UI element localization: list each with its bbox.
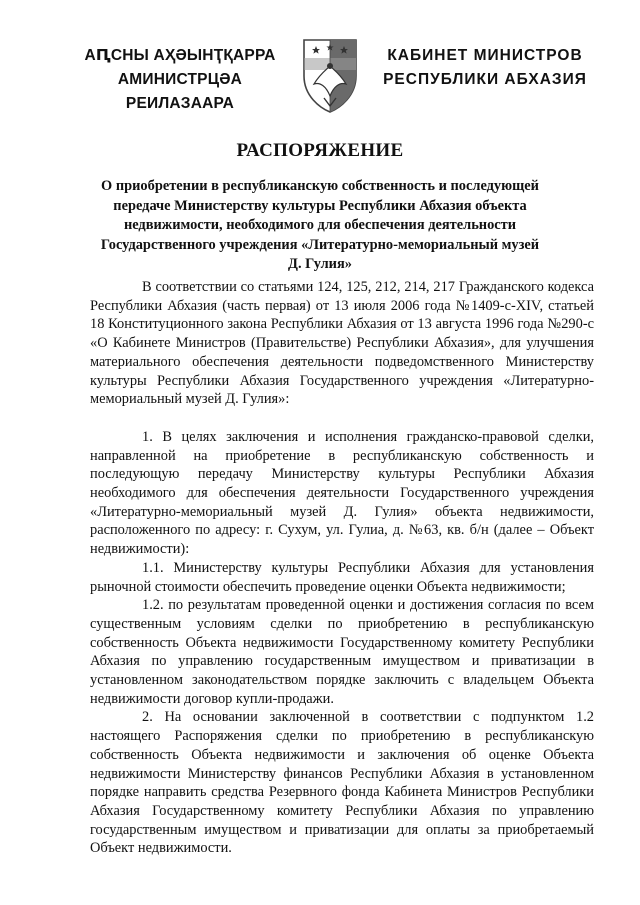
coat-of-arms-icon	[300, 36, 360, 114]
clause-1-2: 1.2. по результатам проведенной оценки и достижения согласия по всем существенным условиям сделки по приобретению в республиканскую собственность Объекта недвижимости Государственному комитету Республики Абхазия по управлению государственным имуществом и приватизации в установленном законодательством порядке заключить с владельцем Объекта недвижимости договор купли-продажи.	[90, 597, 594, 707]
document-title: РАСПОРЯЖЕНИЕ	[236, 140, 404, 161]
letterhead-russian	[375, 44, 595, 92]
letterhead-russian-line2: РЕСПУБЛИКИ АБХАЗИЯ	[383, 71, 587, 88]
intro-paragraph: В соответствии со статьями 124, 125, 212, 214, 217 Гражданского кодекса Республики Абхазия (часть первая) от 13 июля 2006 года №1409-с-XIV, статьей 18 Конституционного закона Республики Абхазия от 13 августа 1996 года №290-с «О Кабинете Министров (Правительстве) Республики Абхазия», для улучшения материального обеспечения деятельности подведомственного Министерству культуры Республики Абхазия Государственного учреждения «Литературно-мемориальный музей Д. Гулия»:	[90, 279, 594, 408]
letterhead	[0, 36, 640, 126]
document-subject: О приобретении в республиканскую собственность и последующей передаче Министерству культуры Республики Абхазия объекта недвижимости, необходимого для обеспечения деятельности Государственного учреждения «Литературно-мемориальный музей Д. Гулия»	[100, 178, 540, 272]
document-body	[90, 278, 594, 858]
clause-1-1: 1.1. Министерству культуры Республики Абхазия для установления рыночной стоимости обеспечить проведение оценки Объекта недвижимости;	[90, 559, 594, 595]
clause-1: 1. В целях заключения и исполнения гражданско-правовой сделки, направленной на приобретение в республиканскую собственность и последующую передачу Министерству культуры Республики Абхазия необходимого для обеспечения деятельности Государственного учреждения «Литературно-мемориальный музей Д. Гулия» объекта недвижимости, расположенного по адресу: г. Сухум, ул. Гулиа, д. №63, кв. б/н (далее – Объект недвижимости):	[90, 428, 594, 558]
clause-2: 2. На основании заключенной в соответствии с подпунктом 1.2 настоящего Распоряжения сделки по приобретению в республиканскую собственность Объекта недвижимости и заключения об оценке Объекта недвижимости Министерству финансов Республики Абхазия в установленном порядке направить средства Резервного фонда Кабинета Министров Республики Абхазия Государственному комитету Республики Абхазия по управлению государственным имуществом и приватизации для оплаты за приобретаемый Объект недвижимости.	[90, 709, 594, 857]
letterhead-russian-line1: КАБИНЕТ МИНИСТРОВ	[387, 47, 583, 64]
letterhead-abkhaz	[70, 44, 290, 116]
letterhead-abkhaz-line2: АМИНИСТРЦӘА РЕИЛАЗААРА	[117, 71, 243, 112]
letterhead-abkhaz-line1: АԤСНЫ АҲӘЫНҬҚАРРА	[84, 47, 276, 64]
